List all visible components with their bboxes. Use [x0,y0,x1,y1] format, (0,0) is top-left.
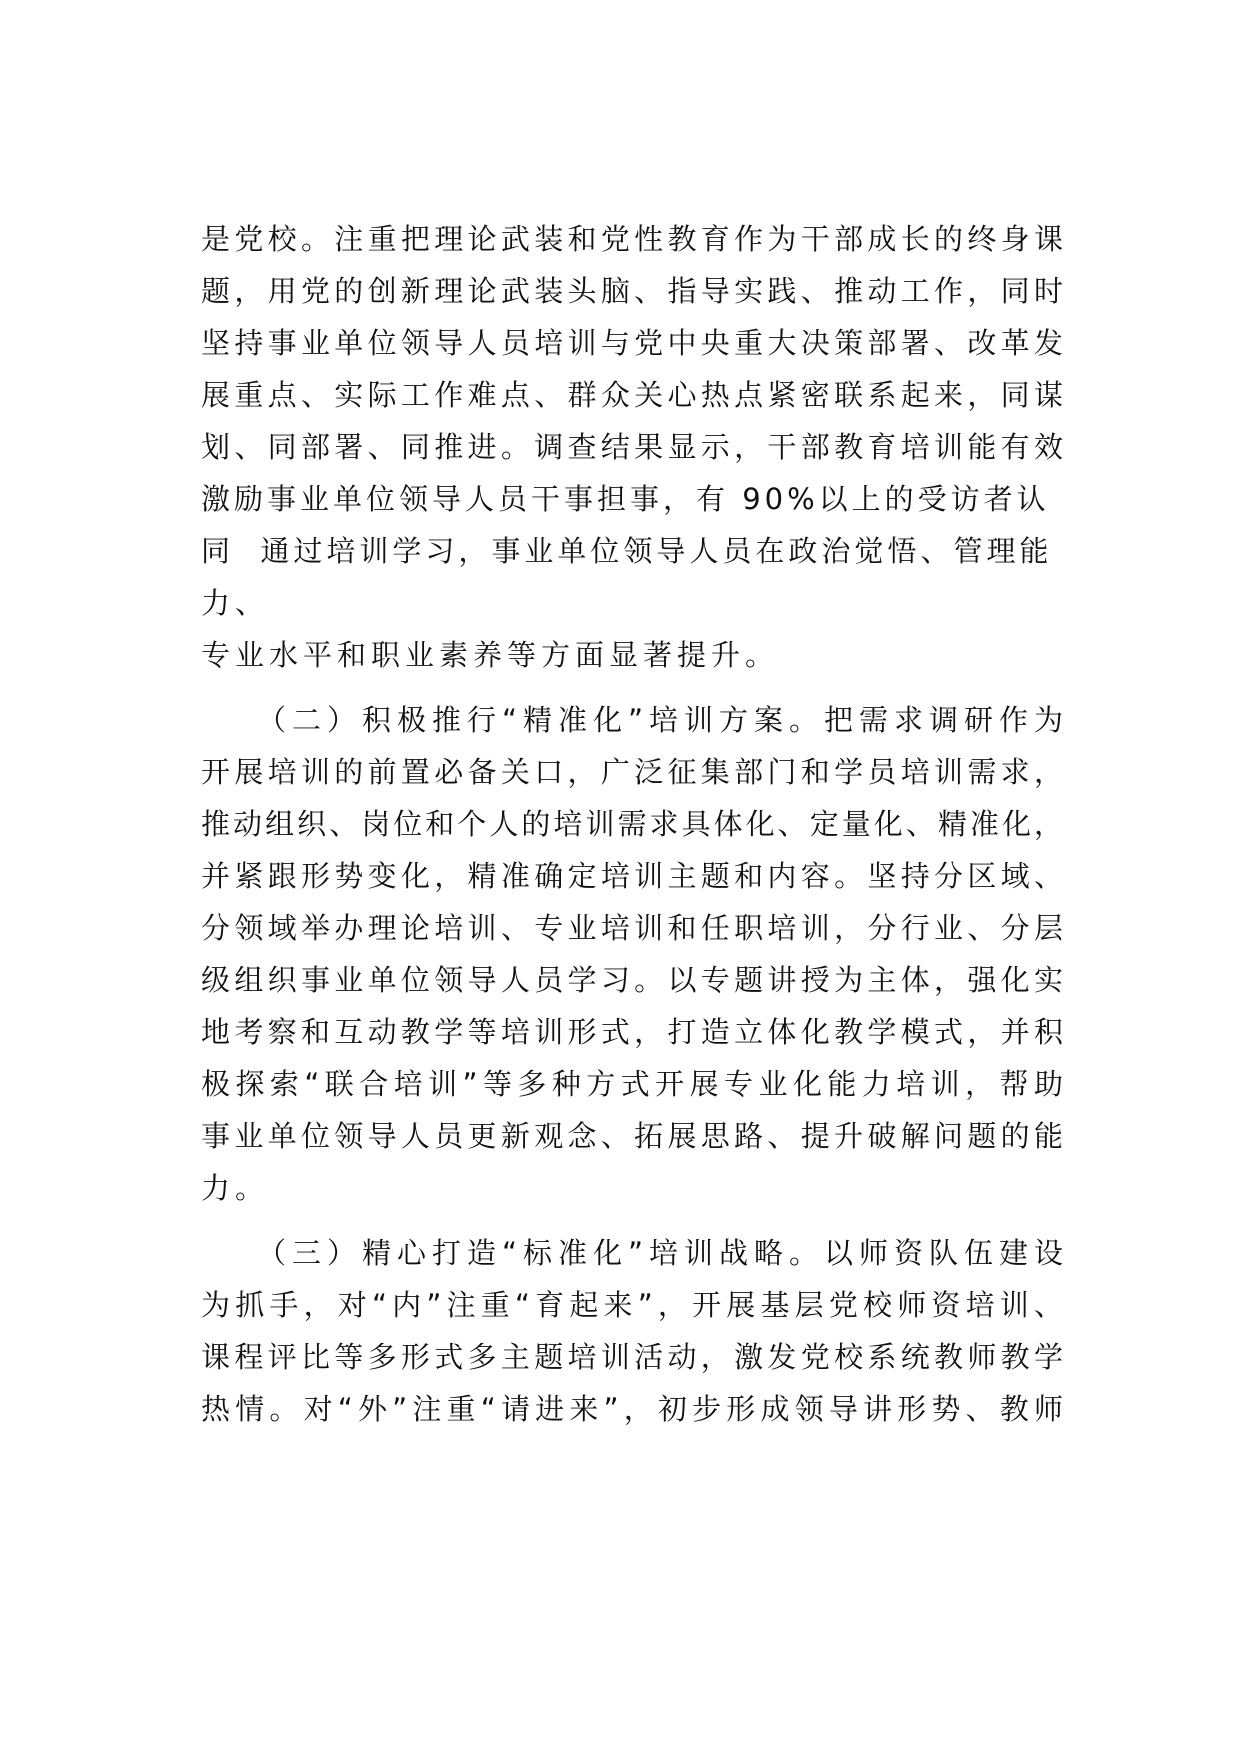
text-line: 是党校。注重把理论武装和党性教育作为干部成长的终身课 [201,222,1063,256]
text-line: 事业单位领导人员更新观念、拓展思路、提升破解问题的能 [201,1119,1063,1153]
text-line: （二）积极推行“精准化”培训方案。把需求调研作为 [257,703,1063,737]
text-line: 开展培训的前置必备关口，广泛征集部门和学员培训需求， [201,755,1063,789]
paragraph-1 [201,213,1063,681]
text-line: 地考察和互动教学等培训形式，打造立体化教学模式，并积 [201,1015,1063,1049]
paragraph-2 [201,694,1063,1214]
text-line: 推动组织、岗位和个人的培训需求具体化、定量化、精准化， [201,807,1063,841]
text-line: 展重点、实际工作难点、群众关心热点紧密联系起来，同谋 [201,378,1063,412]
text-line: 坚持事业单位领导人员培训与党中央重大决策部署、改革发 [201,326,1063,360]
text-line: 并紧跟形势变化，精准确定培训主题和内容。坚持分区域、 [201,859,1063,893]
text-line: 划、同部署、同推进。调查结果显示，干部教育培训能有效 [201,430,1063,464]
document-body [201,213,1063,1435]
text-line: 题，用党的创新理论武装头脑、指导实践、推动工作，同时 [201,274,1063,308]
text-line: （三）精心打造“标准化”培训战略。以师资队伍建设 [257,1236,1063,1270]
text-line: 热情。对“外”注重“请进来”，初步形成领导讲形势、教师 [201,1392,1063,1426]
text-line: 力、 [201,586,270,620]
paragraph-3 [201,1227,1063,1435]
text-line: 级组织事业单位领导人员学习。以专题讲授为主体，强化实 [201,963,1063,997]
text-line: 为抓手，对“内”注重“育起来”，开展基层党校师资培训、 [201,1288,1063,1322]
paragraph-spacer [201,1214,1063,1227]
text-line: 课程评比等多形式多主题培训活动，激发党校系统教师教学 [201,1340,1063,1374]
text-line: 力。 [201,1171,270,1205]
text-line: 激励事业单位领导人员干事担事，有 90%以上的受访者认 [201,482,1050,516]
paragraph-spacer [201,681,1063,694]
text-line: 专业水平和职业素养等方面显著提升。 [201,638,780,672]
text-line: 分领域举办理论培训、专业培训和任职培训，分行业、分层 [201,911,1063,945]
text-line: 同 通过培训学习，事业单位领导人员在政治觉悟、管理能 [201,534,1053,568]
text-line: 极探索“联合培训”等多种方式开展专业化能力培训，帮助 [201,1067,1063,1101]
